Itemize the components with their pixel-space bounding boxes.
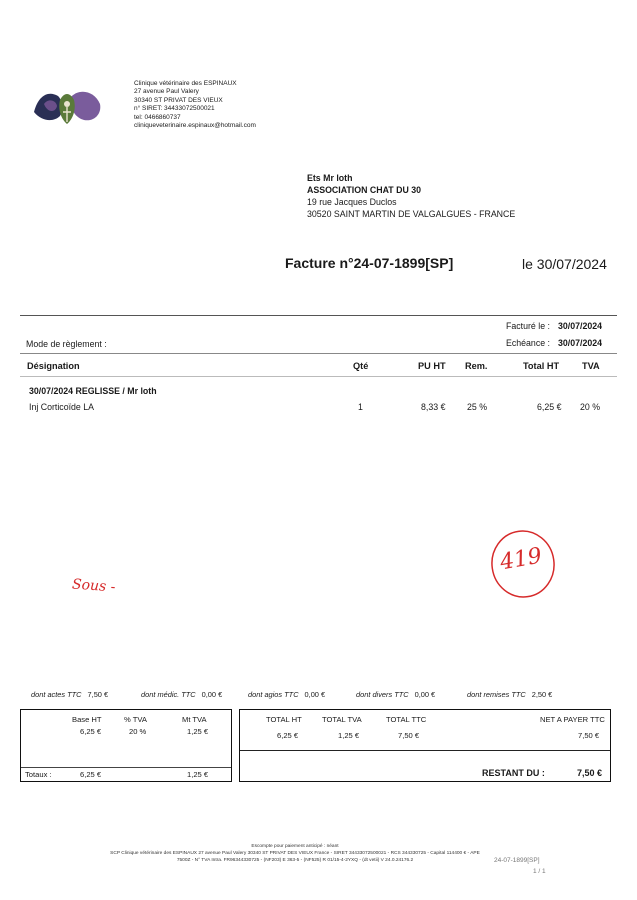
restant-du-label: RESTANT DU : [482,768,545,778]
summary-agios-value: 0,00 € [304,690,326,699]
col-header-qty: Qté [353,361,369,371]
footer-discount: Escompte pour paiement anticipé : néant [251,844,339,849]
payment-method-label: Mode de règlement : [26,339,107,349]
summary-divers-value: 0,00 € [414,690,436,699]
summary-medic-value: 0,00 € [201,690,223,699]
due-value: 30/07/2024 [558,338,603,348]
summary-actes-label: dont actes TTC [31,690,82,699]
vat-pct: 20 % [129,727,147,736]
summary-agios [248,690,325,699]
line-group-title: 30/07/2024 REGLISSE / Mr loth [29,386,157,396]
row-tva: 20 % [580,402,601,412]
col-header-tva: TVA [582,361,600,371]
table-header-bottom-rule [20,376,617,377]
clinic-name: Clinique vétérinaire des ESPINAUX [134,80,237,87]
vat-h-pct: % TVA [124,715,147,724]
row-total: 6,25 € [537,402,562,412]
vat-totals-base: 6,25 € [80,770,102,779]
clinic-siret: n° SIRET: 34433072500021 [134,105,215,113]
clinic-phone: tel: 0466860737 [134,113,181,121]
col-header-pu: PU HT [418,361,446,371]
vat-base: 6,25 € [80,727,102,736]
recipient-city: 30520 SAINT MARTIN DE VALGALGUES - FRANCE [307,209,516,219]
summary-actes [31,690,108,699]
handwritten-number: 419 [498,543,544,576]
clinic-logo [30,82,104,128]
col-header-rem: Rem. [465,361,488,371]
col-header-total: Total HT [523,361,560,371]
footer-tax: 7500Z - N° TVA Intra. FR96344330725 - (NF203) E 363-5 - (NF525) R 01/15-4-2YXQ - (dt vetii) V 24.0.24176.2 [176,858,414,863]
restant-du-value: 7,50 € [577,768,603,778]
row-designation: Inj Corticoïde LA [29,402,95,412]
due-label: Echéance : [505,338,550,348]
col-header-designation: Désignation [27,361,80,371]
invoice-date: le 30/07/2024 [522,256,607,272]
summary-remises [467,690,552,699]
vat-box-divider [21,767,231,768]
footer-company: SCP Clinique vétérinaire des ESPINAUX 27 avenue Paul Valery 30340 ST PRIVAT DES VIEUX France - SIRET 34433072500021 - RCS 344330725 - Capital 114400 € - APE [110,851,480,856]
summary-divers-label: dont divers TTC [356,690,409,699]
totals-box-divider [240,750,610,751]
recipient-address [307,172,515,220]
row-pu: 8,33 € [421,402,446,412]
summary-actes-value: 7,50 € [87,690,109,699]
row-rem: 25 % [467,402,488,412]
summary-medic-label: dont médic. TTC [141,690,196,699]
vat-totals-mt: 1,25 € [187,770,209,779]
totals-tva: 1,25 € [338,731,360,740]
summary-agios-label: dont agios TTC [248,690,299,699]
totals-ht: 6,25 € [277,731,299,740]
totals-net: 7,50 € [578,731,600,740]
clinic-email: cliniqueveterinaire.espinaux@hotmail.com [134,122,256,130]
totals-ttc: 7,50 € [398,731,420,740]
billed-value: 30/07/2024 [558,321,603,331]
clinic-address [134,80,256,130]
invoice-number: Facture n°24-07-1899[SP] [285,255,454,271]
billed-label: Facturé le : [505,321,550,331]
summary-remises-label: dont remises TTC [467,690,526,699]
vat-h-base: Base HT [72,715,102,724]
vat-h-mt: Mt TVA [182,715,207,724]
summary-divers [356,690,435,699]
summary-remises-value: 2,50 € [531,690,553,699]
footer-page: 1 / 1 [533,868,546,875]
totals-h-ht: TOTAL HT [266,715,302,724]
footer-ref: 24-07-1899[SP] [494,857,540,864]
totals-h-ttc: TOTAL TTC [386,715,427,724]
recipient-org: ASSOCIATION CHAT DU 30 [307,185,422,195]
recipient-street: 19 rue Jacques Duclos [307,197,397,207]
row-qty: 1 [358,402,363,412]
clinic-street: 27 avenue Paul Valery [134,88,199,96]
table-header-top-rule [20,353,617,354]
summary-medic [141,690,222,699]
clinic-city: 30340 ST PRIVAT DES VIEUX [134,96,223,104]
totals-h-net: NET A PAYER TTC [540,715,605,724]
divider [20,315,617,316]
footer-legal [60,843,530,864]
vat-totals-label: Totaux : [25,770,52,779]
vat-mt: 1,25 € [187,727,209,736]
totals-h-tva: TOTAL TVA [322,715,362,724]
recipient-name: Ets Mr loth [307,173,353,183]
handwritten-note: Sous - [71,576,116,596]
